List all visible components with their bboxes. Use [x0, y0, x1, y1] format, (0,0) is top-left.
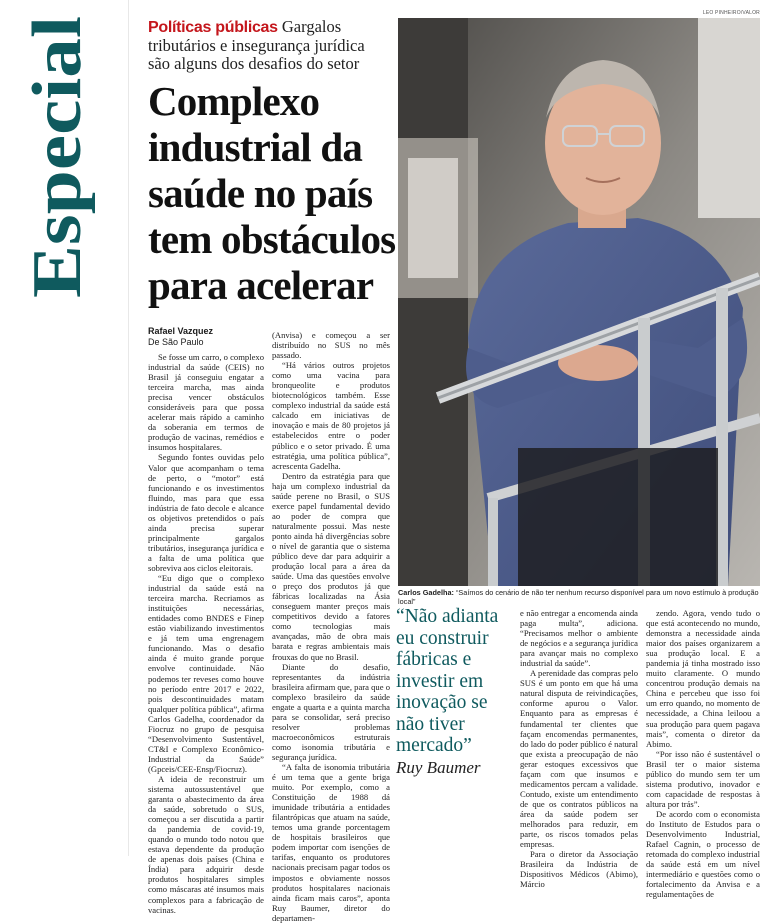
paragraph: Dentro da estratégia para que haja um complexo industrial da saúde perene no Brasil, o SUS exerce papel fundamental devido ao poder de compra que naturalmente possui. Mas neste ponto ainda há divergências sobre o nível de garantia que o sistema público deve dar para adquirir a produção local para a área da saúde. Uma das questões envolve o preço dos produtos já que fábricas localizadas na Ásia conseguem manter preços mais competitivos devido a fatores como tecnologias mais avançadas, mão de obra mais barata e regras ambientais mais frouxas do que no Brasil.: [272, 470, 390, 662]
paragraph: (Anvisa) e começou a ser distribuído no SUS no mês passado.: [272, 330, 390, 361]
byline-author: Rafael Vazquez: [148, 326, 214, 336]
paragraph: A perenidade das compras pelo SUS é um ponto em que há uma natural disputa de reivindicações, conforme apurou o Valor. Enquanto para as empresas é fundamental ter clientes que façam encomendas permanentes, do lado do poder público é natural que exista a preocupação de não gerar estoques excessivos que façam com que insumos e medicamentos percam a validade. Contudo, existe um entendimento de que os contratos públicos na área da saúde podem ser melhorados para reduzir, em parte, os riscos tomados pelas empresas.: [520, 668, 638, 850]
paragraph: A ideia de reconstruir um sistema autossustentável que garanta o abastecimento da área da saúde, sobretudo o SUS, começou a ser discutida a partir da pandemia de covid-19, quando o mundo todo notou que estava dependente da produção de apenas dois países (China e Índia) para adquirir desde produtos hospitalares simples como máscaras até insumos mais complexos para a fabricação de vacinas.: [148, 773, 264, 915]
paragraph: “Há vários outros projetos como uma vacina para bronqueolite e produtos biotecnológicos também. Esse complexo industrial da saúde está calcado em iniciativas de inovação e mais de 80 projetos já estabelecidos entre o poder público e o setor privado. É uma estratégia, uma política pública”, acrescenta Gadelha.: [272, 360, 390, 471]
body-column-4: [646, 608, 760, 900]
paragraph: “Por isso não é sustentável o Brasil ter o maior sistema público do mundo sem ter um sistema produtivo, inovador e com capacidade de respostas à altura por trás”.: [646, 748, 760, 809]
portrait-photo: [398, 18, 760, 586]
paragraph: Diante do desafio, representantes da indústria brasileira afirmam que, para que o complexo brasileiro da saúde engate a quarta e a quinta marcha para se consolidar, será preciso resolver problemas macroeconômicos estruturais como isonomia tributária e segurança jurídica.: [272, 661, 390, 762]
kicker-text: Gargalos tributários e insegurança jurídica são alguns dos desafios do setor: [148, 17, 365, 73]
photo-caption: [398, 588, 760, 606]
paragraph: Se fosse um carro, o complexo industrial da saúde (CEIS) no Brasil já conseguiu engatar a terceira marcha, mas ainda precisa vencer obstáculos consideráveis para que possa acelerar mais rápido a caminho da soberania em termos de produção de vacinas, remédios e insumos hospitalares.: [148, 352, 264, 453]
caption-text: “Saímos do cenário de não ter nenhum recurso disponível para um novo estímulo à produção local”: [398, 588, 759, 606]
paragraph: Segundo fontes ouvidas pelo Valor que acompanham o tema de perto, o “motor” está funcionando e os investimentos fluindo, mas para que essa indústria de fato decole e alcance os objetivos pretendidos o país ainda precisa superar principalmente gargalos tributários, insegurança jurídica e a falta de uma política que sobreviva aos ciclos eleitorais.: [148, 452, 264, 573]
body-column-3: [520, 608, 638, 890]
byline: [148, 326, 213, 348]
paragraph: “Eu digo que o complexo industrial da saúde está na terceira marcha. Recriamos as instituições necessárias, entidades como BNDES e Finep estão viabilizando investimentos e já tem uma engrenagem funcionando. Mas o desafio ainda é muito grande porque envolve continuidade. Não podemos ter reveses como houve no período entre 2017 e 2022, pois descontinuidades matam qualquer política pública”, afirma Carlos Gadelha, coordenador da Fiocruz no grupo de pesquisa “Desenvolvimento Sustentável, CT&I e Complexo Econômico-Industrial da Saúde” (Gpceis/CEE-Ensp/Fiocruz).: [148, 573, 264, 774]
pull-quote-text: “Não adianta eu construir fábricas e investir em inovação se não tiver mercado”: [396, 606, 499, 756]
pull-quote: [396, 606, 514, 778]
paragraph: zendo. Agora, vendo tudo o que está acontecendo no mundo, demonstra a necessidade ainda maior dos países organizarem a sua produção local. E a pandemia já tinha mostrado isso muito claramente. O mundo concentrou produção demais na China e percebeu que isso foi um erro quando, no momento de necessidade, a China leiloou a sua produção para quem pagava mais”, comenta o diretor da Abimo.: [646, 608, 760, 749]
caption-label: Carlos Gadelha:: [398, 588, 454, 597]
section-label: [2, 8, 122, 308]
paragraph: e não entregar a encomenda ainda paga multa”, adiciona. “Precisamos melhor o ambiente de negócios e a segurança jurídica para avançar mais no complexo industrial da saúde”.: [520, 608, 638, 669]
paragraph: De acordo com o economista do Instituto de Estudos para o Desenvolvimento Industrial, Rafael Cagnin, o processo de retomada do complexo industrial da saúde está em um nível intermediário e questões como o fortalecimento da Anvisa e a regulamentações de: [646, 808, 760, 900]
section-label-text: Especial: [19, 49, 96, 298]
headline: Complexo industrial da saúde no país tem obstáculos para acelerar: [148, 78, 396, 308]
photo-credit: LEO PINHEIRO/VALOR: [702, 10, 760, 16]
paragraph: “A falta de isonomia tributária é um tema que a gente briga muito. Por exemplo, como a Constituição de 1988 dá imunidade tributária a entidades filantrópicas que atuam na saúde, temos uma grande porcentagem de hospitais brasileiros que podem importar com isenções de tarifas, enquanto os produtores nacionais precisam pagar todos os impostos e obviamente nossos produtos hospitalares nacionais ainda ficam mais caros”, aponta Ruy Baumer, diretor do departamen-: [272, 762, 390, 923]
body-column-1: [148, 352, 264, 915]
kicker: [148, 18, 388, 73]
paragraph: Para o diretor da Associação Brasileira da Indústria de Dispositivos Médicos (Abimo), Márcio: [520, 849, 638, 890]
kicker-section: Políticas públicas: [148, 19, 278, 36]
pull-quote-attribution: Ruy Baumer: [396, 757, 481, 777]
body-column-2: [272, 330, 390, 923]
margin-divider: [128, 0, 129, 856]
byline-location: De São Paulo: [148, 337, 204, 347]
